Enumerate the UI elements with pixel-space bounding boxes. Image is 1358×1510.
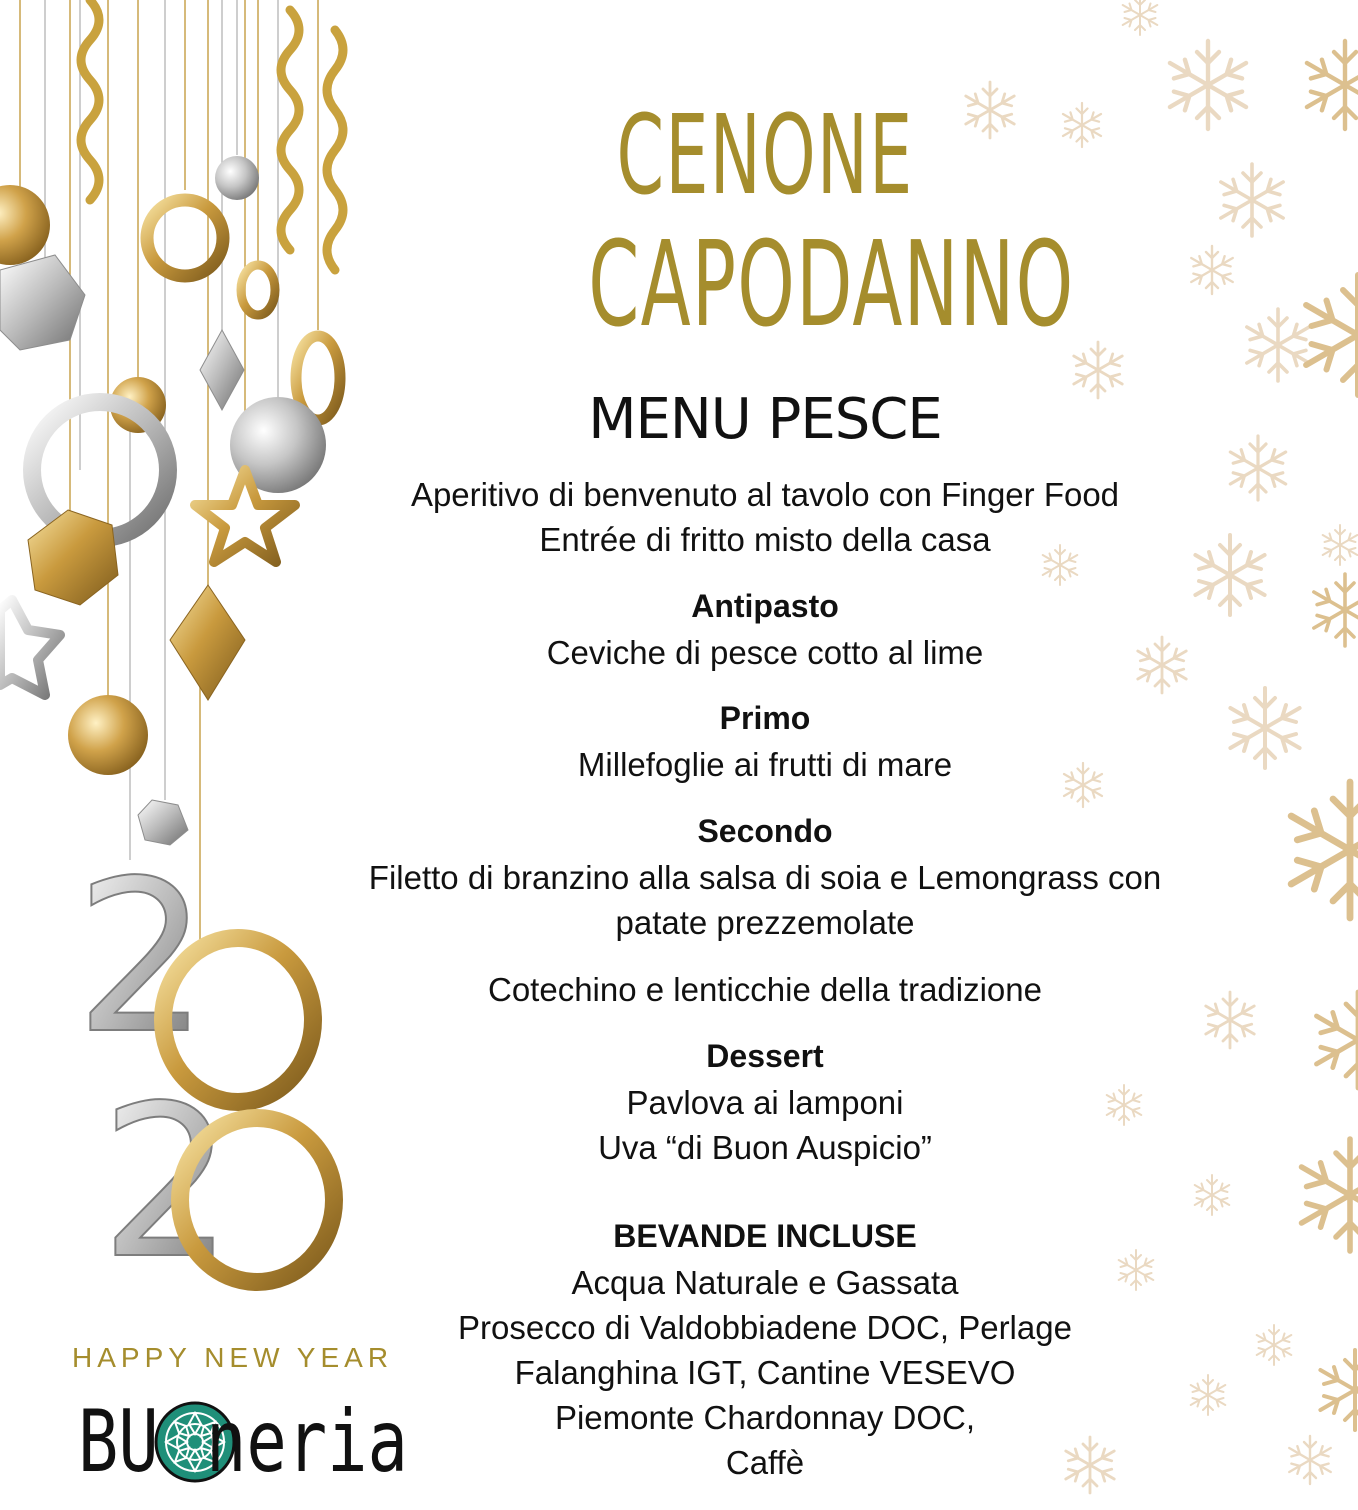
bevande-item: Piemonte Chardonnay DOC, (554, 1399, 976, 1436)
intro-item: Aperitivo di benvenuto al tavolo con Finger Food (410, 476, 1120, 513)
course-label-secondo: Secondo (697, 813, 833, 849)
dessert-item: Uva “di Buon Auspicio” (598, 1129, 932, 1166)
happy-new-year-text: HAPPY NEW YEAR (72, 1342, 394, 1373)
secondo-item: Filetto di branzino alla salsa di soia e Lemongrass con (368, 859, 1162, 896)
primo-item: Millefoglie ai frutti di mare (577, 746, 953, 783)
intro-item: Entrée di fritto misto della casa (539, 521, 991, 558)
course-label-antipasto: Antipasto (691, 588, 839, 624)
logo-text-part2: neria (205, 1392, 408, 1492)
title-line-2: CAPODANNO (588, 215, 1075, 353)
bevande-item: Prosecco di Valdobbiadene DOC, Perlage (458, 1309, 1072, 1346)
title-line-1: CENONE (616, 91, 914, 219)
course-label-primo: Primo (719, 700, 811, 736)
secondo-extra-item: Cotechino e lenticchie della tradizione (487, 971, 1042, 1008)
antipasto-item: Ceviche di pesce cotto al lime (546, 634, 984, 671)
dessert-item: Pavlova ai lamponi (626, 1084, 904, 1121)
bevande-item: Falanghina IGT, Cantine VESEVO (514, 1354, 1016, 1391)
buoneria-logo (78, 1392, 464, 1492)
year-digit-2a: 2 (75, 835, 209, 1080)
course-label-bevande: BEVANDE INCLUSE (613, 1218, 917, 1254)
menu-heading: MENU PESCE (588, 387, 942, 452)
course-label-dessert: Dessert (706, 1038, 824, 1074)
year-digit-2b: 2 (100, 1060, 234, 1305)
bevande-item: Caffè (725, 1444, 805, 1481)
secondo-item: patate prezzemolate (615, 904, 915, 941)
logo-text-part1: BU (78, 1392, 159, 1492)
bevande-item: Acqua Naturale e Gassata (571, 1264, 959, 1301)
